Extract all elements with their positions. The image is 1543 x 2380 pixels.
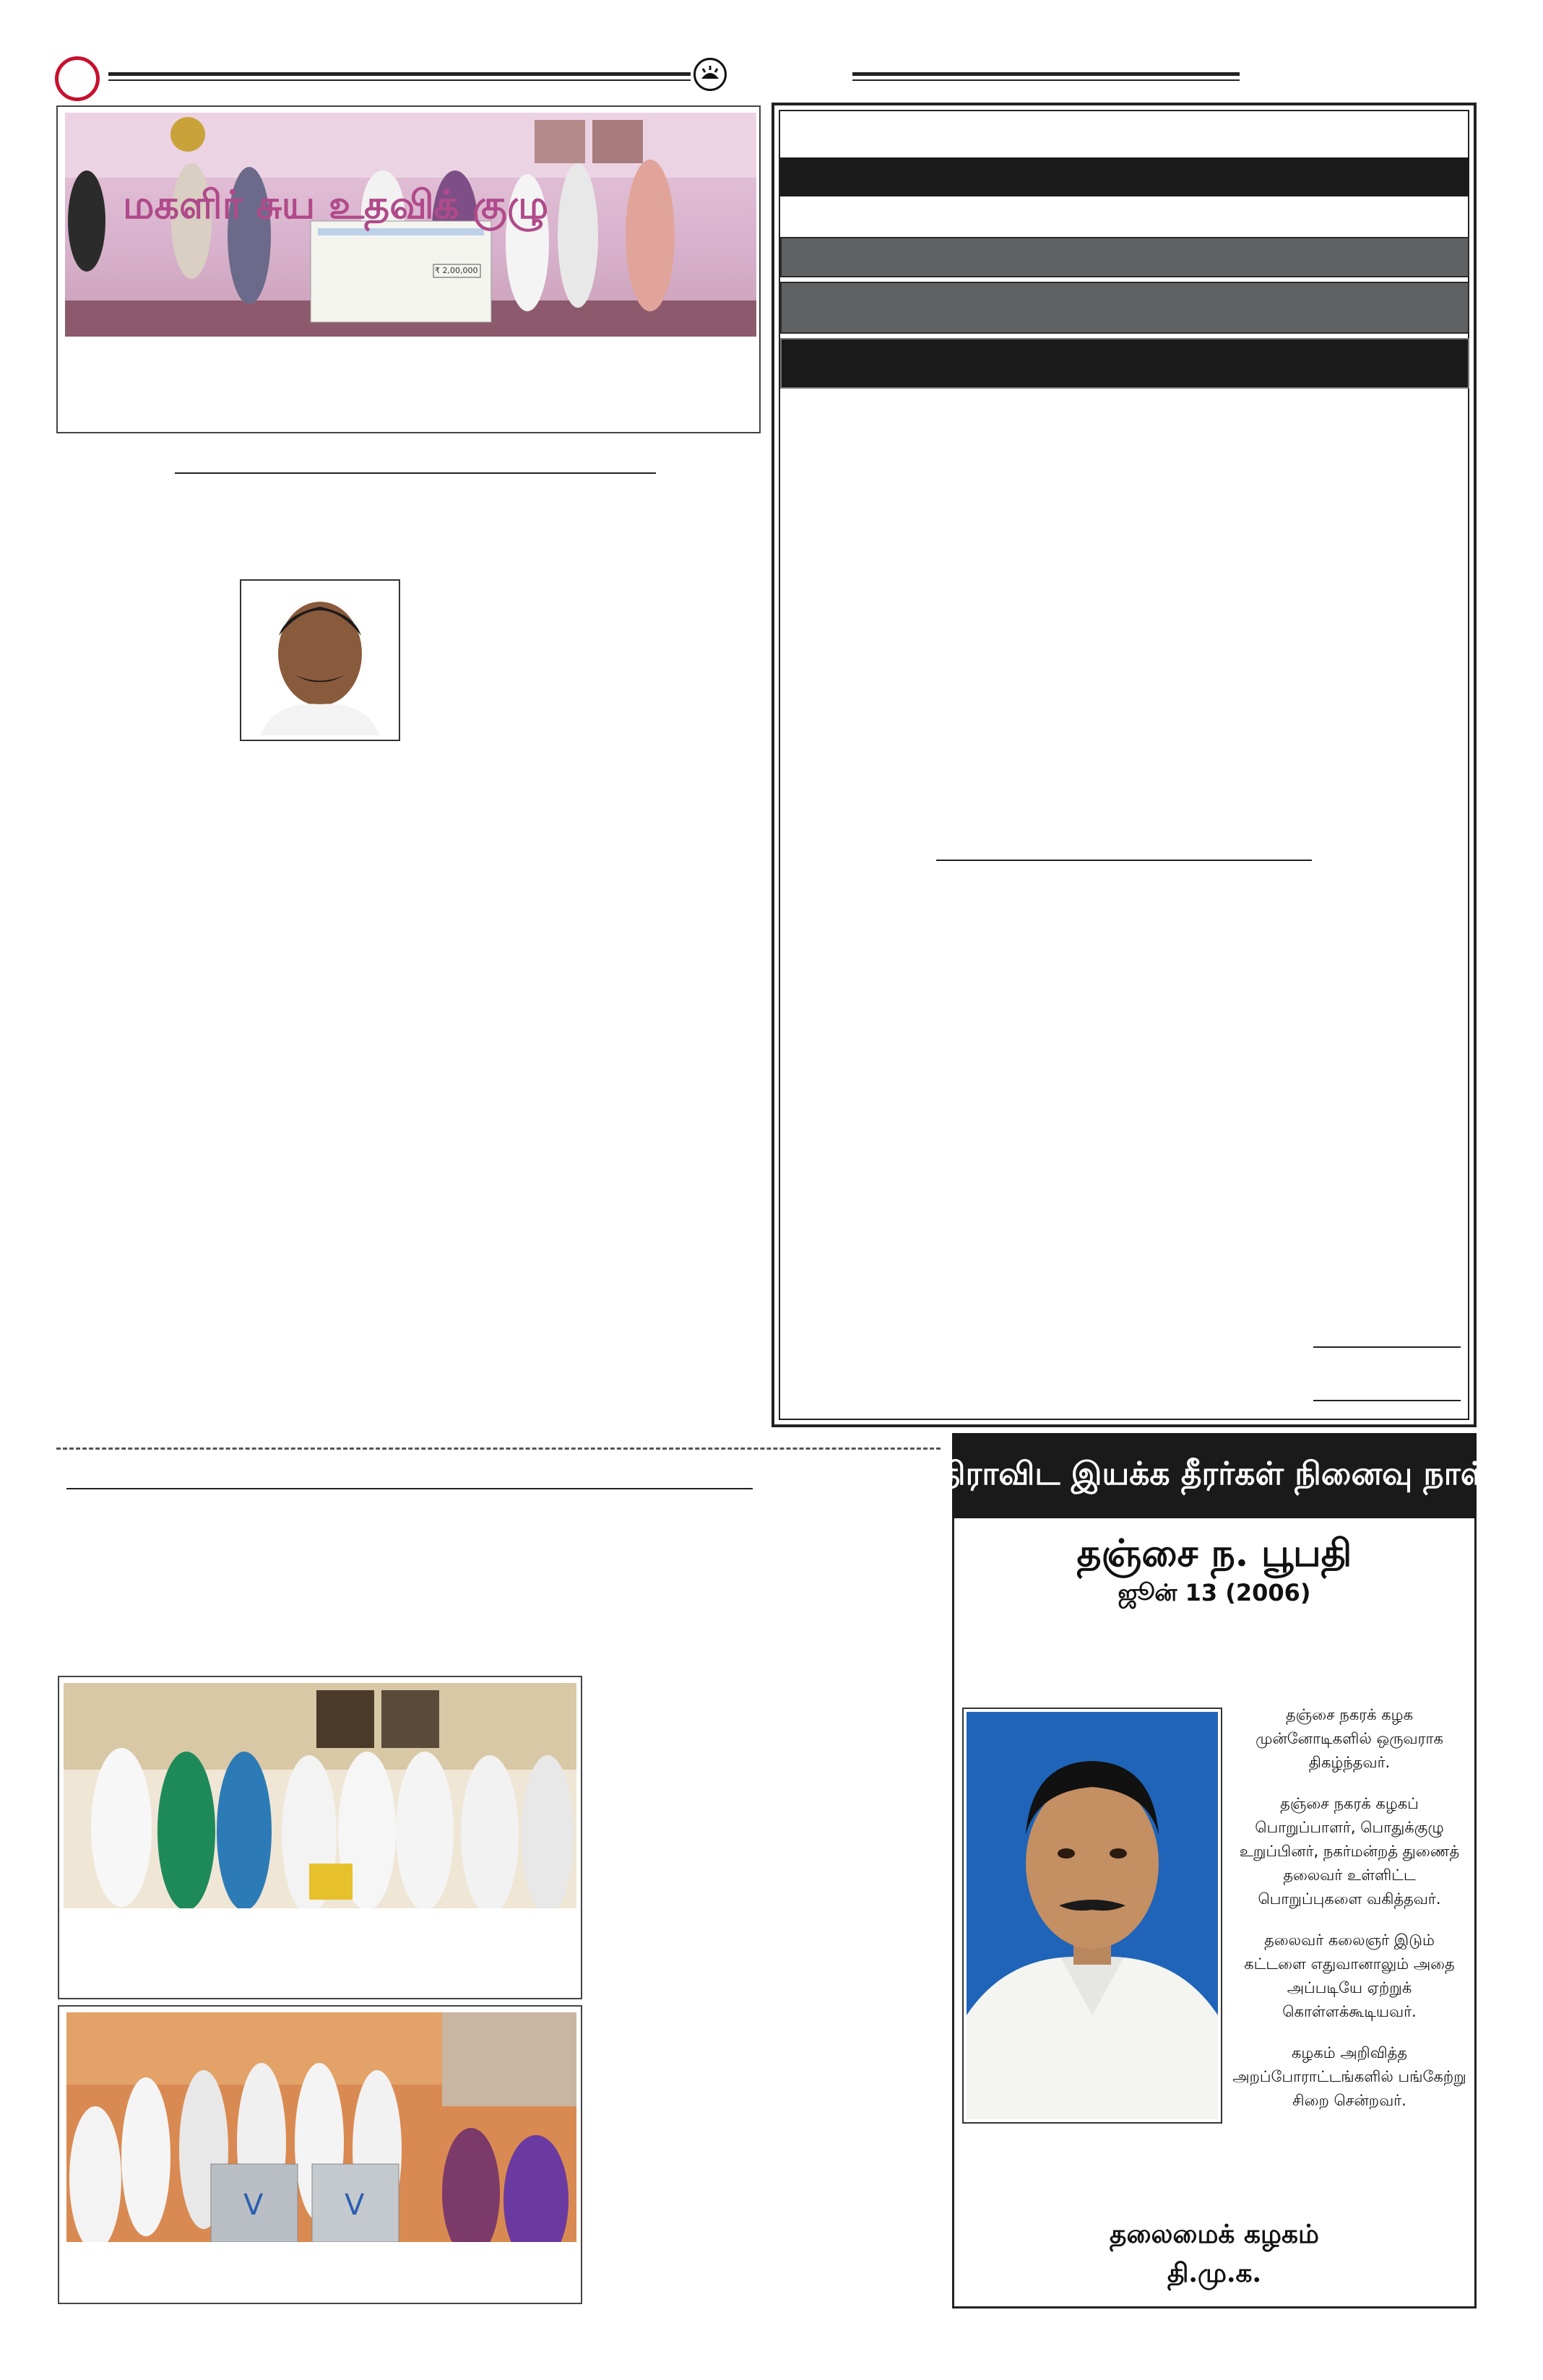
- headline-rule-bottom: [66, 1488, 753, 1489]
- header-rule-right-thin: [852, 79, 1240, 81]
- portrait-box: [240, 579, 400, 741]
- portrait-photo: [246, 585, 394, 735]
- event-photo-box: [56, 105, 761, 433]
- food-photo: [66, 2012, 576, 2242]
- welfare-photo: [64, 1683, 576, 1908]
- headline-rule-left: [175, 472, 656, 474]
- svg-text:V: V: [345, 2189, 365, 2222]
- memorial-portrait-frame: [962, 1708, 1222, 2124]
- memorial-footer-line1: தலைமைக் கழகம்: [1110, 2219, 1319, 2249]
- event-banner-text: மகளிர் சுய உதவிக் குழு: [123, 181, 549, 228]
- memorial-bio-paragraph: தலைவர் கலைஞர் இடும் கட்டளை எதுவானாலும் அதை அப்படியே ஏற்றுக் கொள்ளக்கூடியவர்.: [1244, 1931, 1455, 2020]
- panel-signoff-rule-2: [1313, 1400, 1461, 1401]
- header-rule-right: [852, 72, 1240, 76]
- panel-signoff-rule-1: [1313, 1346, 1461, 1348]
- section-dashed-separator: [56, 1448, 941, 1450]
- page-number-badge: [55, 56, 100, 101]
- rising-sun-logo-icon: [693, 58, 727, 91]
- welfare-photo-box: [58, 1676, 582, 1999]
- event-photo: [65, 113, 756, 337]
- header-rule-left: [108, 72, 691, 76]
- memorial-bio-paragraph: கழகம் அறிவித்த அறப்போராட்டங்களில் பங்கேற்று சிறை சென்றவர்.: [1232, 2044, 1466, 2109]
- memorial-bio-paragraph: தஞ்சை நகரக் கழக முன்னோடிகளில் ஒருவராக திகழ்ந்தவர்.: [1255, 1706, 1443, 1771]
- food-photo-box: [58, 2005, 582, 2304]
- memorial-bio-paragraph: தஞ்சை நகரக் கழகப் பொறுப்பாளர், பொதுக்குழு உறுப்பினர், நகர்மன்றத் துணைத் தலைவர் உள்ளிட்ட பொறுப்புகளை வகித்தவர்.: [1239, 1795, 1460, 1908]
- panel-title-bar-4: [780, 338, 1469, 389]
- header-rule-left-thin: [108, 79, 691, 81]
- memorial-name: தஞ்சை ந. பூபதி: [1076, 1531, 1352, 1575]
- panel-mid-rule: [936, 860, 1312, 861]
- memorial-date: ஜூன் 13 (2006): [1118, 1579, 1311, 1606]
- panel-title-bar-3: [780, 282, 1469, 334]
- panel-title-bar-2: [780, 237, 1469, 277]
- memorial-banner: [939, 1433, 1490, 1518]
- memorial-footer-line2: தி.மு.க.: [1167, 2258, 1262, 2288]
- memorial-portrait-photo: [967, 1712, 1218, 2119]
- cheque-amount: ₹ 2,00,000: [435, 266, 478, 275]
- memorial-banner-title: திராவிட இயக்க தீரர்கள் நினைவு நாள்: [939, 1455, 1490, 1492]
- svg-text:V: V: [243, 2189, 264, 2222]
- memorial-bio: [1232, 1703, 1466, 2113]
- panel-title-bar-1: [780, 157, 1469, 196]
